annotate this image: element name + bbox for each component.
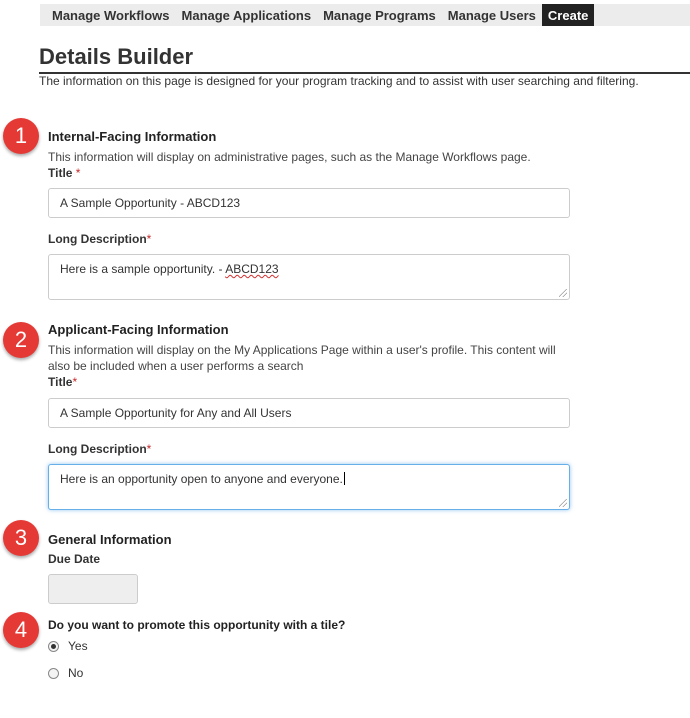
resize-handle-icon[interactable] [559, 499, 567, 507]
radio-label: No [68, 666, 84, 680]
applicant-description-textarea[interactable] [48, 464, 570, 510]
step-marker-3: 3 [3, 520, 39, 556]
required-marker: * [146, 442, 152, 456]
textarea-text: Here is a sample opportunity. - [60, 262, 226, 276]
step-marker-2: 2 [3, 322, 39, 358]
internal-heading: Internal-Facing Information [48, 129, 217, 144]
applicant-description: This information will display on the My Applications Page within a user's profile. This content will also be included when a user performs a search [48, 343, 556, 373]
radio-unchecked-icon[interactable] [48, 668, 59, 679]
applicant-title-input[interactable]: A Sample Opportunity for Any and All Users [48, 398, 570, 428]
nav-manage-applications[interactable]: Manage Applications [181, 7, 312, 23]
top-nav [40, 4, 690, 26]
promote-option-yes[interactable] [48, 639, 88, 653]
applicant-description-label: Long Description* [48, 442, 152, 456]
internal-description: This information will display on administrative pages, such as the Manage Workflows page. [48, 150, 531, 164]
page-subtitle: The information on this page is designed for your program tracking and to assist with user searching and filtering. [39, 74, 639, 88]
due-date-label: Due Date [48, 552, 101, 566]
general-heading: General Information [48, 532, 172, 547]
step-marker-4: 4 [3, 612, 39, 648]
promote-question: Do you want to promote this opportunity with a tile? [48, 618, 346, 632]
step-marker-1: 1 [3, 118, 39, 154]
nav-manage-workflows[interactable]: Manage Workflows [52, 7, 170, 23]
radio-checked-icon[interactable] [48, 641, 59, 652]
textarea-text: Here is an opportunity open to anyone and everyone. [60, 472, 343, 486]
due-date-input[interactable] [48, 574, 138, 604]
radio-label: Yes [68, 639, 88, 653]
required-marker: * [75, 166, 81, 180]
promote-option-no[interactable] [48, 666, 83, 680]
required-marker: * [146, 232, 152, 246]
internal-description-label: Long Description* [48, 232, 152, 246]
nav-manage-users[interactable]: Manage Users [447, 7, 536, 23]
page-title: Details Builder [39, 44, 194, 69]
required-marker: * [72, 375, 78, 389]
resize-handle-icon[interactable] [559, 289, 567, 297]
internal-title-input[interactable]: A Sample Opportunity - ABCD123 [48, 188, 570, 218]
misspelled-word: ABCD123 [225, 262, 279, 276]
applicant-title-label: Title* [48, 375, 78, 389]
applicant-heading: Applicant-Facing Information [48, 322, 229, 337]
nav-manage-programs[interactable]: Manage Programs [323, 7, 436, 23]
nav-create[interactable]: Create [542, 4, 594, 26]
internal-description-textarea[interactable] [48, 254, 570, 300]
internal-title-label: Title * [48, 166, 81, 180]
text-caret [344, 472, 345, 485]
